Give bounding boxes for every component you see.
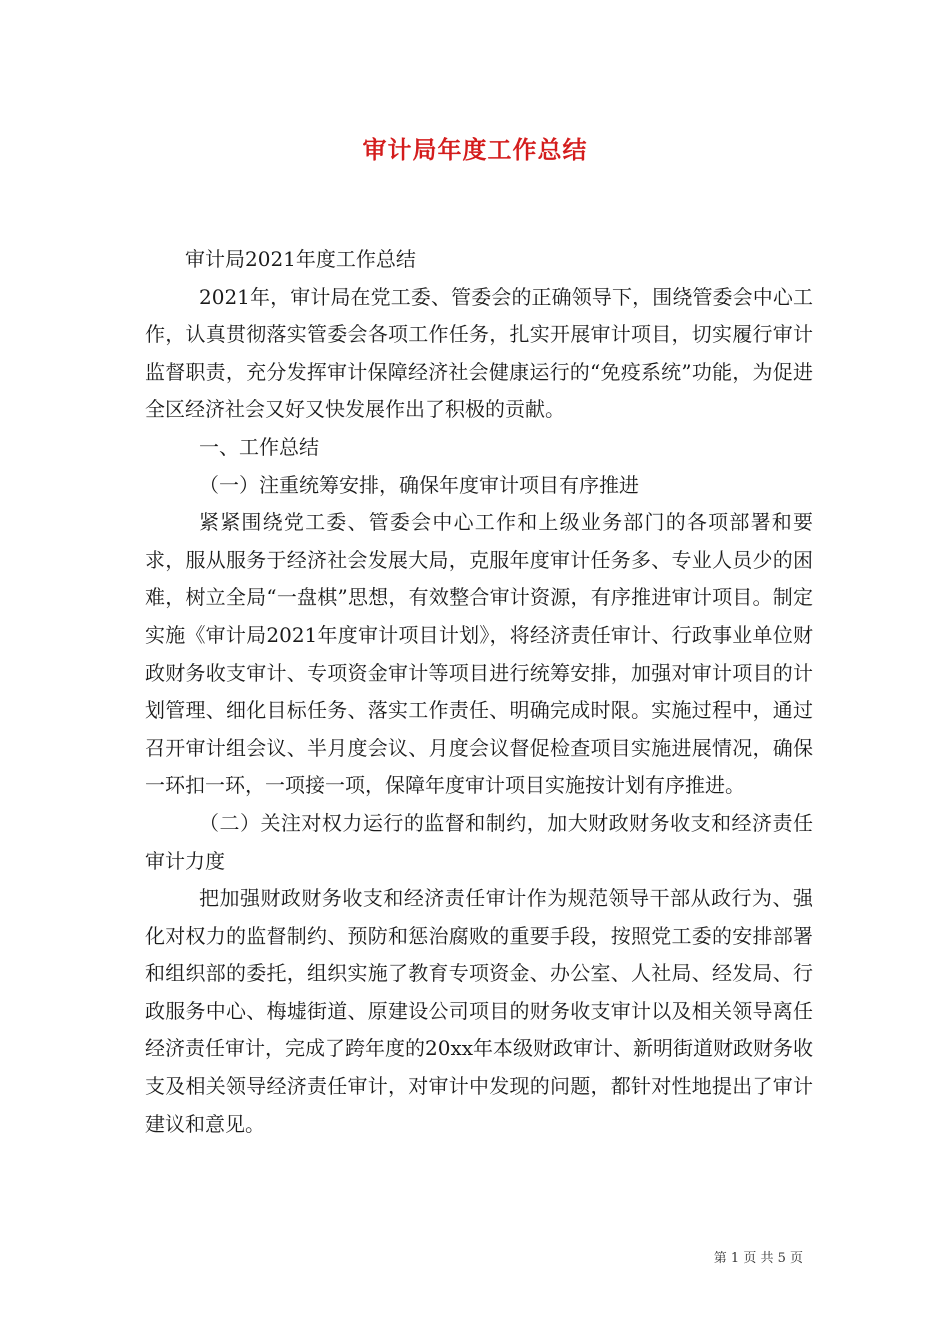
subsection-heading: （二）关注对权力运行的监督和制约，加大财政财务收支和经济责任审计力度: [145, 810, 813, 873]
section-heading: 一、工作总结: [199, 434, 319, 459]
paragraph: 审计局2021年度工作总结: [185, 247, 416, 271]
document-body: [145, 241, 813, 1143]
paragraph: 把加强财政财务收支和经济责任审计作为规范领导干部从政行为、强化对权力的监督制约、预防和惩治腐败的重要手段，按照党工委的安排部署和组织部的委托，组织实施了教育专项资金、办公室、人社局、经发局、行政服务中心、梅墟街道、原建设公司项目的财务收支审计以及相关领导离任经济责任审计，完成了跨年度的20xx年本级财政审计、新明街道财政财务收支及相关领导经济责任审计，对审计中发现的问题，都针对性地提出了审计建议和意见。: [145, 886, 814, 1136]
paragraph: 紧紧围绕党工委、管委会中心工作和上级业务部门的各项部署和要求，服从服务于经济社会发展大局，克服年度审计任务多、专业人员少的困难，树立全局“一盘棋”思想，有效整合审计资源，有序推进审计项目。制定实施《审计局2021年度审计项目计划》，将经济责任审计、行政事业单位财政财务收支审计、专项资金审计等项目进行统筹安排，加强对审计项目的计划管理、细化目标任务、落实工作责任、明确完成时限。实施过程中，通过召开审计组会议、半月度会议、月度会议督促检查项目实施进展情况，确保一环扣一环，一项接一项，保障年度审计项目实施按计划有序推进。: [145, 510, 813, 798]
paragraph: 2021年，审计局在党工委、管委会的正确领导下，围绕管委会中心工作，认真贯彻落实管委会各项工作任务，扎实开展审计项目，切实履行审计监督职责，充分发挥审计保障经济社会健康运行的“免疫系统”功能，为促进全区经济社会又好又快发展作出了积极的贡献。: [145, 284, 813, 422]
page-number: 第 1 页 共 5 页: [713, 1251, 803, 1266]
document-title: 审计局年度工作总结: [362, 135, 588, 164]
subsection-heading: （一）注重统筹安排，确保年度审计项目有序推进: [199, 472, 639, 497]
